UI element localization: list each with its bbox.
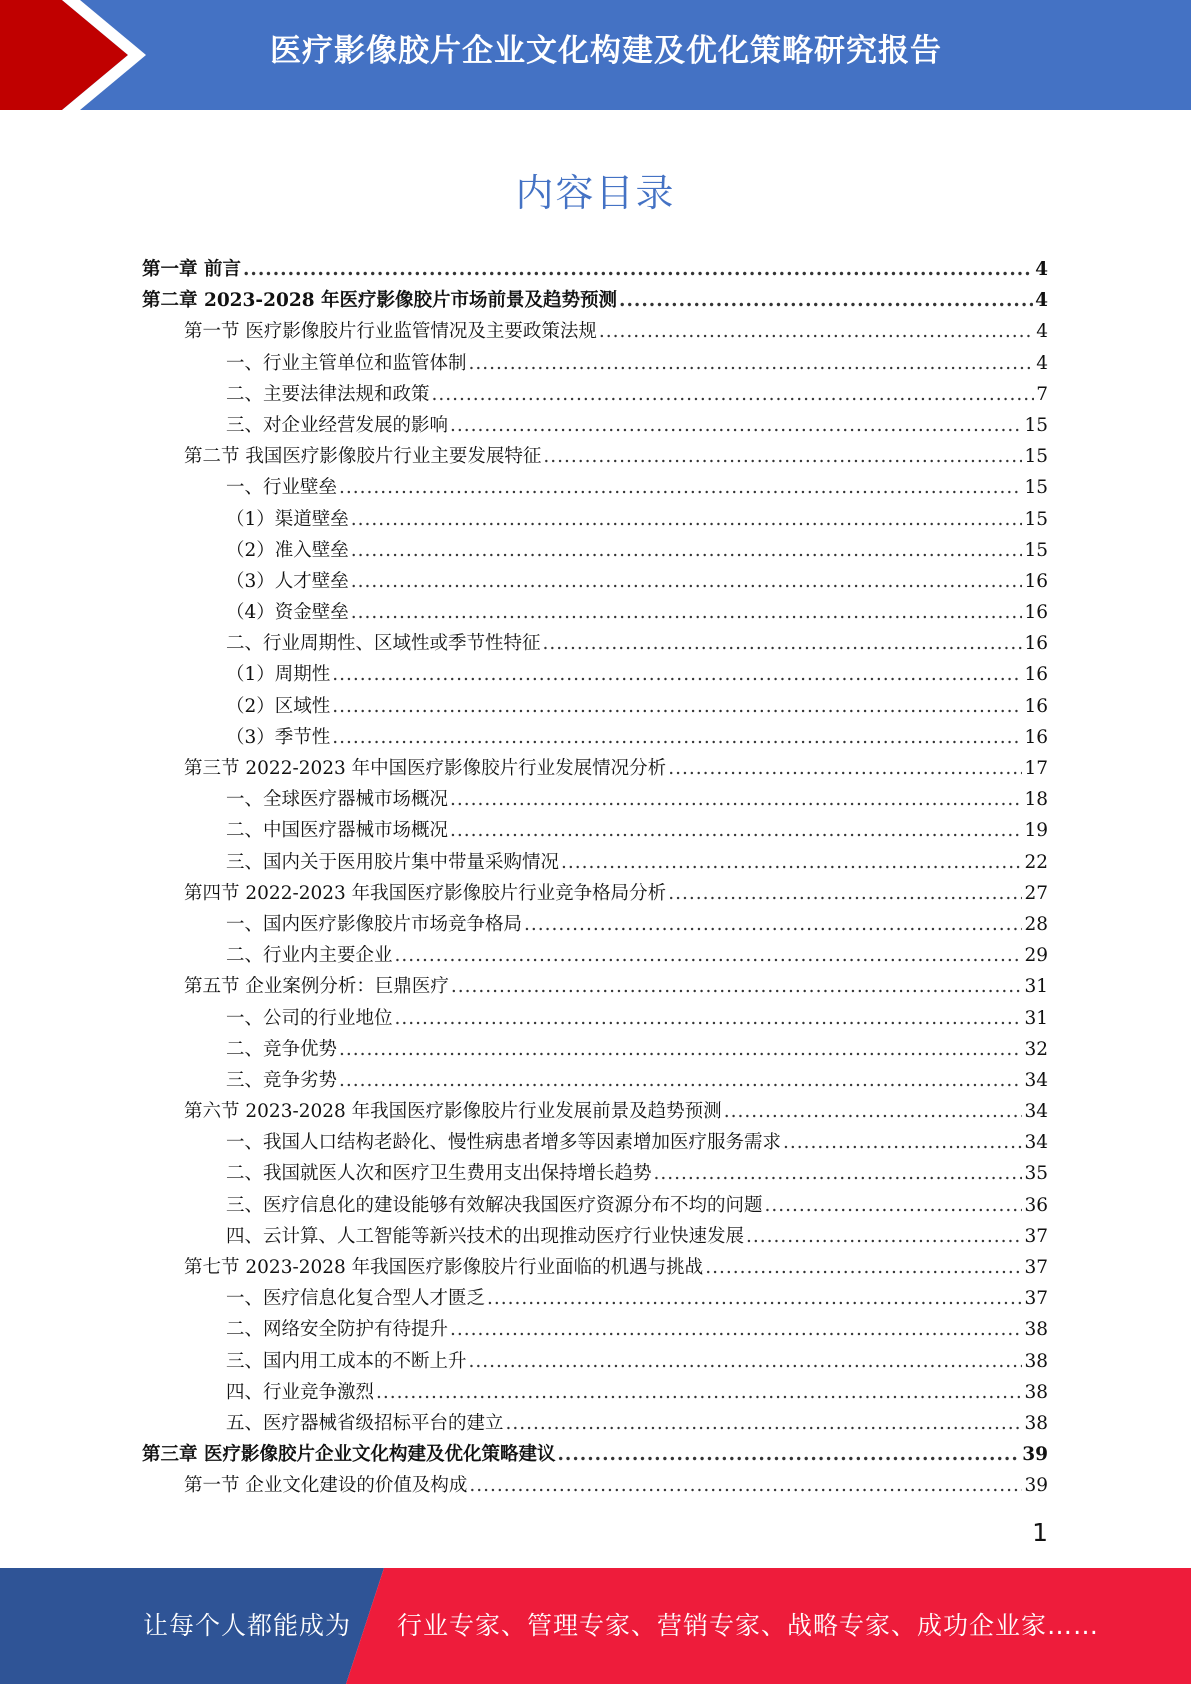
toc-entry-leader bbox=[450, 410, 1022, 441]
toc-entry-leader bbox=[450, 784, 1022, 815]
toc-title: 内容目录 bbox=[515, 171, 676, 215]
toc-entry-page: 38 bbox=[1024, 1350, 1048, 1372]
toc-entry-leader bbox=[543, 628, 1023, 659]
toc-entry-leader bbox=[351, 566, 1023, 597]
toc-entry-page: 15 bbox=[1024, 539, 1048, 561]
toc-entry[interactable] bbox=[142, 847, 1048, 878]
toc-entry[interactable] bbox=[142, 1377, 1048, 1408]
footer-banner bbox=[0, 1568, 1191, 1684]
toc-entry-label: 第三章 医疗影像胶片企业文化构建及优化策略建议 bbox=[142, 1444, 556, 1466]
toc-entry-page: 37 bbox=[1024, 1225, 1048, 1247]
toc-entry-leader bbox=[619, 285, 1033, 316]
toc-entry[interactable] bbox=[142, 940, 1048, 971]
toc-entry-leader bbox=[705, 1252, 1022, 1283]
toc-entry-leader bbox=[724, 1096, 1023, 1127]
toc-entry-label: （1）周期性 bbox=[226, 664, 331, 686]
toc-entry-label: 三、国内关于医用胶片集中带量采购情况 bbox=[226, 851, 560, 873]
toc-entry-page: 34 bbox=[1024, 1132, 1048, 1154]
toc-entry-leader bbox=[765, 1190, 1023, 1221]
toc-entry-page: 31 bbox=[1024, 976, 1048, 998]
table-of-contents bbox=[142, 254, 1048, 1502]
toc-entry-label: （4）资金壁垒 bbox=[226, 602, 349, 624]
toc-entry-label: 第一节 医疗影像胶片行业监管情况及主要政策法规 bbox=[184, 321, 597, 343]
toc-entry-label: 三、医疗信息化的建设能够有效解决我国医疗资源分布不均的问题 bbox=[226, 1194, 763, 1216]
toc-entry-page: 16 bbox=[1024, 695, 1048, 717]
toc-entry-leader bbox=[376, 1377, 1022, 1408]
toc-entry[interactable] bbox=[142, 1034, 1048, 1065]
toc-entry[interactable] bbox=[142, 472, 1048, 503]
toc-entry-leader bbox=[351, 597, 1023, 628]
toc-entry-label: 三、国内用工成本的不断上升 bbox=[226, 1350, 467, 1372]
toc-entry-page: 38 bbox=[1024, 1319, 1048, 1341]
toc-entry-page: 31 bbox=[1024, 1007, 1048, 1029]
toc-entry-leader bbox=[395, 1003, 1023, 1034]
toc-entry-label: （2）区域性 bbox=[226, 695, 331, 717]
toc-entry-page: 34 bbox=[1024, 1069, 1048, 1091]
toc-entry-label: 第七节 2023-2028 年我国医疗影像胶片行业面临的机遇与挑战 bbox=[184, 1257, 704, 1278]
toc-entry[interactable] bbox=[142, 1158, 1048, 1189]
toc-entry-leader bbox=[469, 348, 1035, 379]
toc-entry[interactable] bbox=[142, 659, 1048, 690]
toc-entry-leader bbox=[351, 504, 1023, 535]
toc-entry-page: 36 bbox=[1024, 1194, 1048, 1216]
toc-entry[interactable] bbox=[142, 285, 1048, 316]
toc-entry-page: 38 bbox=[1024, 1381, 1048, 1403]
toc-entry-leader bbox=[451, 971, 1023, 1002]
toc-entry-label: 一、我国人口结构老龄化、慢性病患者增多等因素增加医疗服务需求 bbox=[226, 1132, 782, 1154]
header-chevron-decoration bbox=[0, 0, 160, 110]
toc-entry-page: 39 bbox=[1024, 1475, 1048, 1497]
toc-entry-label: 二、我国就医人次和医疗卫生费用支出保持增长趋势 bbox=[226, 1163, 652, 1185]
toc-entry-label: 第四节 2022-2023 年我国医疗影像胶片行业竞争格局分析 bbox=[184, 882, 667, 904]
toc-entry-page: 15 bbox=[1024, 414, 1048, 436]
toc-entry-page: 7 bbox=[1036, 383, 1048, 405]
toc-entry-label: 五、医疗器械省级招标平台的建立 bbox=[226, 1412, 504, 1434]
toc-entry-label: 第二节 我国医疗影像胶片行业主要发展特征 bbox=[184, 446, 542, 468]
toc-entry-page: 38 bbox=[1024, 1412, 1048, 1434]
toc-entry-leader bbox=[561, 847, 1022, 878]
toc-entry[interactable] bbox=[142, 784, 1048, 815]
toc-entry-page: 15 bbox=[1024, 508, 1048, 530]
toc-entry[interactable] bbox=[142, 722, 1048, 753]
toc-entry[interactable] bbox=[142, 535, 1048, 566]
toc-entry-leader bbox=[395, 940, 1023, 971]
toc-entry-leader bbox=[332, 659, 1022, 690]
toc-entry-page: 22 bbox=[1024, 851, 1048, 873]
toc-entry[interactable] bbox=[142, 628, 1048, 659]
toc-entry-leader bbox=[668, 753, 1022, 784]
toc-entry[interactable] bbox=[142, 878, 1048, 909]
toc-entry-label: 二、行业内主要企业 bbox=[226, 945, 393, 967]
toc-entry-page: 17 bbox=[1024, 758, 1048, 779]
toc-entry[interactable] bbox=[142, 971, 1048, 1002]
toc-entry[interactable] bbox=[142, 1314, 1048, 1345]
toc-entry-leader bbox=[654, 1158, 1023, 1189]
toc-entry[interactable] bbox=[142, 348, 1048, 379]
toc-entry-label: 二、主要法律法规和政策 bbox=[226, 383, 430, 405]
toc-entry[interactable] bbox=[142, 316, 1048, 347]
toc-entry-leader bbox=[599, 316, 1034, 347]
toc-entry-leader bbox=[746, 1221, 1022, 1252]
toc-entry-page: 18 bbox=[1024, 789, 1048, 811]
toc-entry-page: 29 bbox=[1024, 945, 1048, 967]
toc-entry-page: 4 bbox=[1035, 290, 1048, 312]
toc-entry-label: 第二章 2023-2028 年医疗影像胶片市场前景及趋势预测 bbox=[142, 290, 618, 312]
toc-entry-leader bbox=[469, 1346, 1023, 1377]
toc-entry-label: （2）准入壁垒 bbox=[226, 539, 349, 561]
toc-entry-leader bbox=[506, 1408, 1023, 1439]
toc-entry[interactable] bbox=[142, 1346, 1048, 1377]
toc-entry[interactable] bbox=[142, 410, 1048, 441]
toc-entry-page: 37 bbox=[1024, 1288, 1048, 1310]
toc-entry-label: 四、行业竞争激烈 bbox=[226, 1381, 375, 1403]
toc-entry-page: 37 bbox=[1024, 1257, 1048, 1278]
toc-entry-page: 16 bbox=[1024, 664, 1048, 686]
toc-entry-label: 第六节 2023-2028 年我国医疗影像胶片行业发展前景及趋势预测 bbox=[184, 1101, 722, 1123]
toc-entry-page: 4 bbox=[1035, 259, 1048, 280]
toc-entry-label: 第一节 企业文化建设的价值及构成 bbox=[184, 1475, 468, 1497]
toc-entry[interactable] bbox=[142, 909, 1048, 940]
toc-entry-label: 四、云计算、人工智能等新兴技术的出现推动医疗行业快速发展 bbox=[226, 1225, 745, 1247]
toc-entry-leader bbox=[351, 535, 1023, 566]
toc-entry-leader bbox=[332, 691, 1022, 722]
toc-entry[interactable] bbox=[142, 1408, 1048, 1439]
toc-entry[interactable] bbox=[142, 691, 1048, 722]
toc-entry-leader bbox=[668, 878, 1022, 909]
toc-entry[interactable] bbox=[142, 254, 1048, 285]
toc-entry-label: 一、医疗信息化复合型人才匮乏 bbox=[226, 1288, 486, 1310]
toc-entry-leader bbox=[243, 254, 1033, 285]
toc-entry-label: （3）人才壁垒 bbox=[226, 570, 349, 592]
toc-entry[interactable] bbox=[142, 1470, 1048, 1501]
toc-entry-label: 第三节 2022-2023 年中国医疗影像胶片行业发展情况分析 bbox=[184, 758, 667, 779]
toc-entry[interactable] bbox=[142, 504, 1048, 535]
toc-entry-leader bbox=[487, 1283, 1022, 1314]
toc-entry-page: 16 bbox=[1024, 633, 1048, 655]
footer-slogan-left: 让每个人都能成为 bbox=[143, 1611, 352, 1640]
toc-entry-leader bbox=[450, 815, 1022, 846]
toc-entry[interactable] bbox=[142, 441, 1048, 472]
toc-entry[interactable] bbox=[142, 1096, 1048, 1127]
toc-entry-leader bbox=[339, 472, 1022, 503]
toc-entry-label: 第五节 企业案例分析：巨鼎医疗 bbox=[184, 976, 449, 998]
toc-entry-page: 16 bbox=[1024, 726, 1048, 748]
toc-entry[interactable] bbox=[142, 815, 1048, 846]
toc-entry-label: 二、网络安全防护有待提升 bbox=[226, 1319, 449, 1341]
toc-entry-leader bbox=[469, 1470, 1022, 1501]
toc-entry-label: 一、全球医疗器械市场概况 bbox=[226, 789, 449, 811]
toc-entry[interactable] bbox=[142, 1065, 1048, 1096]
toc-entry[interactable] bbox=[142, 1127, 1048, 1158]
toc-entry[interactable] bbox=[142, 566, 1048, 597]
toc-entry[interactable] bbox=[142, 1252, 1048, 1283]
toc-entry-label: 二、行业周期性、区域性或季节性特征 bbox=[226, 633, 541, 655]
toc-entry-page: 15 bbox=[1024, 477, 1048, 499]
toc-entry-page: 34 bbox=[1024, 1101, 1048, 1123]
footer-slogan-right: 行业专家、管理专家、营销专家、战略专家、成功企业家…… bbox=[397, 1611, 1100, 1640]
toc-entry[interactable] bbox=[142, 597, 1048, 628]
toc-entry-leader bbox=[432, 379, 1035, 410]
toc-entry-label: 一、公司的行业地位 bbox=[226, 1007, 393, 1029]
toc-entry-label: 三、竞争劣势 bbox=[226, 1069, 338, 1091]
toc-entry-label: （1）渠道壁垒 bbox=[226, 508, 349, 530]
toc-entry-page: 27 bbox=[1024, 882, 1048, 904]
toc-entry-leader bbox=[339, 1034, 1022, 1065]
toc-entry-label: （3）季节性 bbox=[226, 726, 331, 748]
toc-entry[interactable] bbox=[142, 1003, 1048, 1034]
toc-entry-page: 32 bbox=[1024, 1038, 1048, 1060]
toc-entry[interactable] bbox=[142, 1439, 1048, 1470]
toc-entry[interactable] bbox=[142, 1190, 1048, 1221]
toc-entry-page: 28 bbox=[1024, 913, 1048, 935]
toc-entry-page: 4 bbox=[1036, 321, 1048, 343]
toc-entry[interactable] bbox=[142, 1283, 1048, 1314]
toc-entry-label: 二、中国医疗器械市场概况 bbox=[226, 820, 449, 842]
toc-entry-leader bbox=[543, 441, 1022, 472]
toc-entry-page: 35 bbox=[1024, 1163, 1048, 1185]
toc-entry-leader bbox=[332, 722, 1022, 753]
toc-entry-page: 19 bbox=[1024, 820, 1048, 842]
toc-entry-label: 二、竞争优势 bbox=[226, 1038, 338, 1060]
toc-entry-label: 一、行业壁垒 bbox=[226, 477, 338, 499]
toc-entry-leader bbox=[339, 1065, 1022, 1096]
toc-entry[interactable] bbox=[142, 1221, 1048, 1252]
toc-entry-page: 16 bbox=[1024, 602, 1048, 624]
toc-entry-page: 4 bbox=[1036, 352, 1048, 374]
toc-entry-label: 一、行业主管单位和监管体制 bbox=[226, 352, 467, 374]
toc-entry-leader bbox=[450, 1314, 1022, 1345]
toc-entry-label: 一、国内医疗影像胶片市场竞争格局 bbox=[226, 913, 523, 935]
toc-entry-page: 16 bbox=[1024, 570, 1048, 592]
toc-entry[interactable] bbox=[142, 379, 1048, 410]
toc-entry-label: 第一章 前言 bbox=[142, 259, 241, 280]
page-number: 1 bbox=[1032, 1518, 1048, 1547]
report-header bbox=[0, 0, 1191, 110]
toc-entry[interactable] bbox=[142, 753, 1048, 784]
toc-entry-label: 三、对企业经营发展的影响 bbox=[226, 414, 449, 436]
toc-entry-leader bbox=[524, 909, 1022, 940]
toc-entry-leader bbox=[557, 1439, 1020, 1470]
toc-entry-page: 15 bbox=[1024, 446, 1048, 468]
report-title: 医疗影像胶片企业文化构建及优化策略研究报告 bbox=[270, 33, 942, 69]
toc-entry-leader bbox=[783, 1127, 1022, 1158]
toc-entry-page: 39 bbox=[1022, 1444, 1048, 1466]
